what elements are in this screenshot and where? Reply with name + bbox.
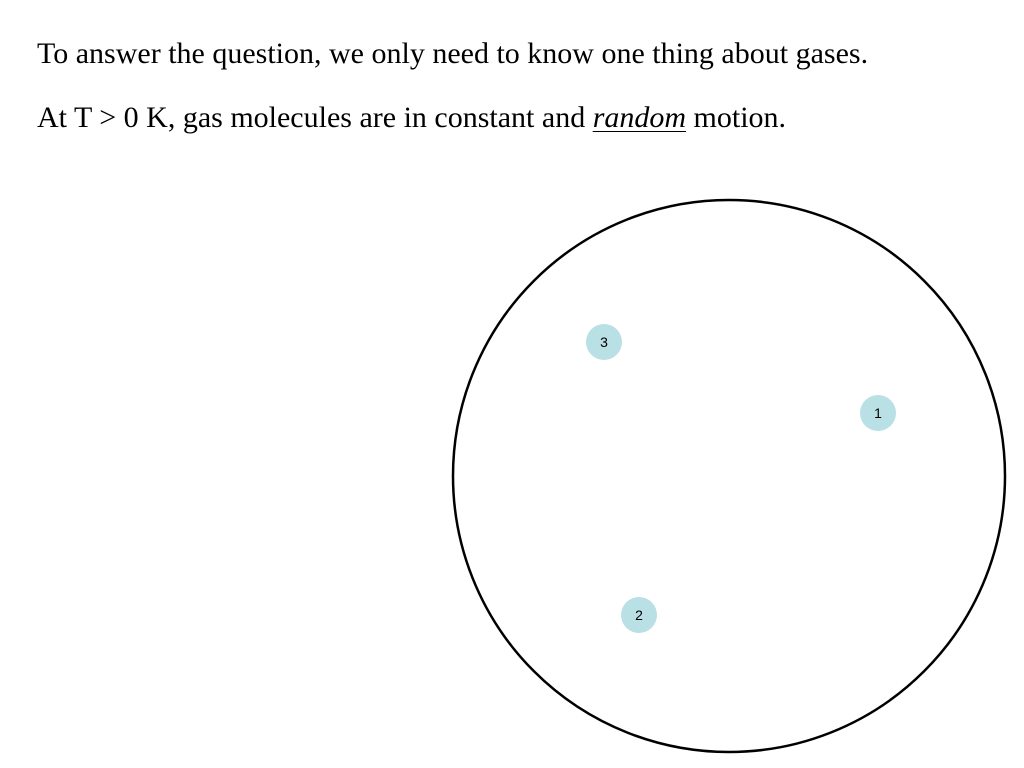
molecule-label: 1 [874,405,882,421]
molecule-label: 3 [600,334,608,350]
intro-statement: To answer the question, we only need to know one thing about gases. [37,37,869,70]
statement-text-end: motion. [686,101,787,134]
gas-molecule-3 [586,324,622,360]
gas-molecule-1 [860,395,896,431]
gas-molecule-2 [621,597,657,633]
statement-text-start: At T > 0 K, gas molecules are in constant and [37,101,593,134]
gas-container-circle [453,200,1005,752]
molecule-label: 2 [635,607,643,623]
emphasized-word: random [592,101,687,134]
